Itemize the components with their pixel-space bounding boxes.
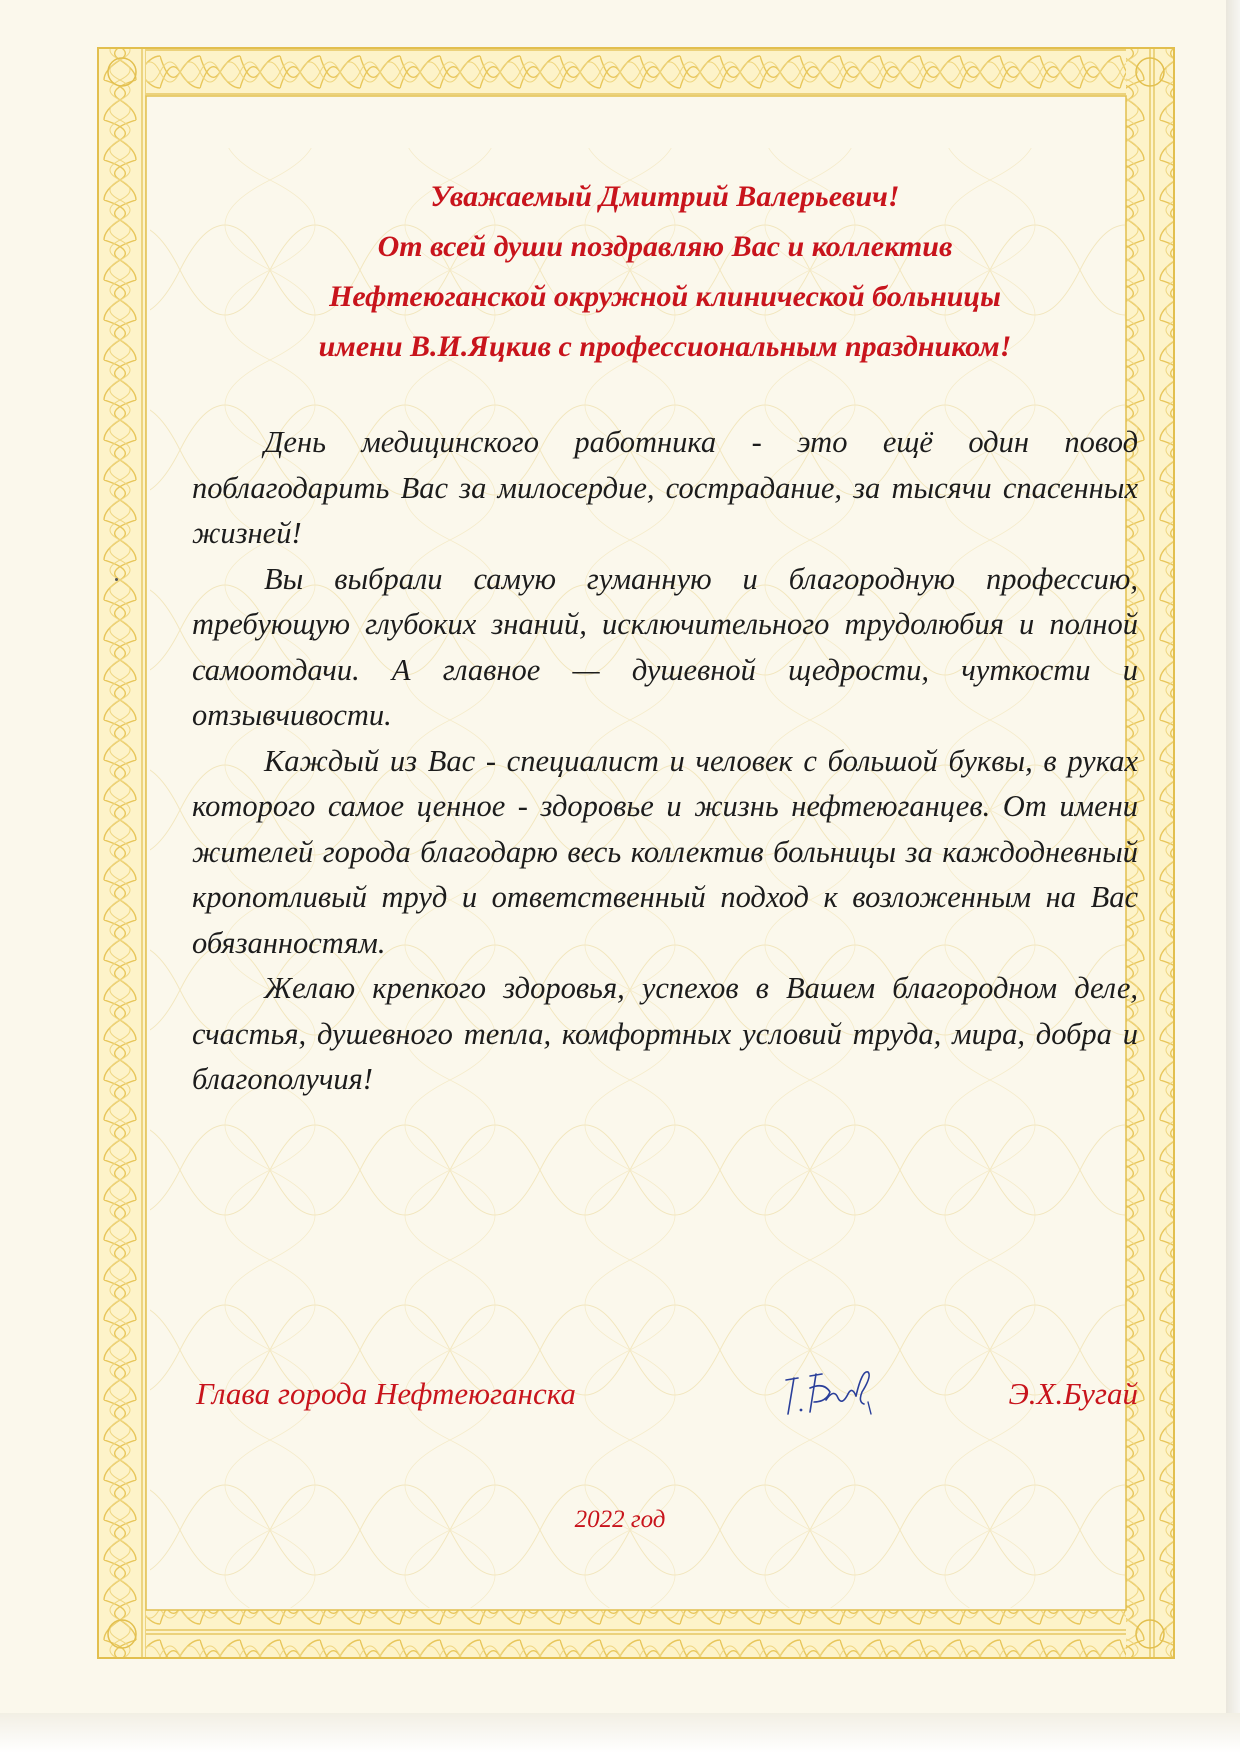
signatory-name: Э.Х.Бугай (1008, 1376, 1138, 1411)
body-paragraph: Каждый из Вас - специалист и человек с большой буквы, в руках которого самое ценное - здоровье и жизнь нефтеюганцев. От имени жителей города благодарю весь коллектив больницы за каждодневный кропотливый труд и ответственный подход к возложенным на Вас обязанностям. (192, 743, 1138, 960)
year-label: 2022 год (574, 1506, 666, 1533)
scan-speck (115, 578, 118, 581)
greeting-line: имени В.И.Яцкив с профессиональным праздником! (318, 330, 1012, 363)
greeting-line: Нефтеюганской окружной клинической больницы (329, 280, 1001, 313)
letter-content (192, 172, 1138, 1103)
greeting-heading (192, 172, 1138, 372)
signature-block (196, 1368, 1138, 1428)
greeting-line: Уважаемый Дмитрий Валерьевич! (430, 180, 900, 213)
signatory-title: Глава города Нефтеюганска (196, 1376, 576, 1411)
scan-edge (1226, 0, 1240, 1753)
letter-body (192, 420, 1138, 1103)
body-paragraph: Вы выбрали самую гуманную и благородную профессию, требующую глубоких знаний, исключительного трудолюбия и полной самоотдачи. А главное — душевной щедрости, чуткости и отзывчивости. (192, 561, 1138, 732)
greeting-line: От всей души поздравляю Вас и коллектив (377, 230, 953, 263)
scan-edge-bottom (0, 1713, 1240, 1753)
body-paragraph: Желаю крепкого здоровья, успехов в Вашем благородном деле, счастья, душевного тепла, комфортных условий труда, мира, добра и благополучия! (192, 971, 1138, 1096)
body-paragraph: День медицинского работника - это ещё один повод поблагодарить Вас за милосердие, сострадание, за тысячи спасенных жизней! (192, 425, 1138, 550)
handwritten-signature-icon (776, 1362, 886, 1424)
